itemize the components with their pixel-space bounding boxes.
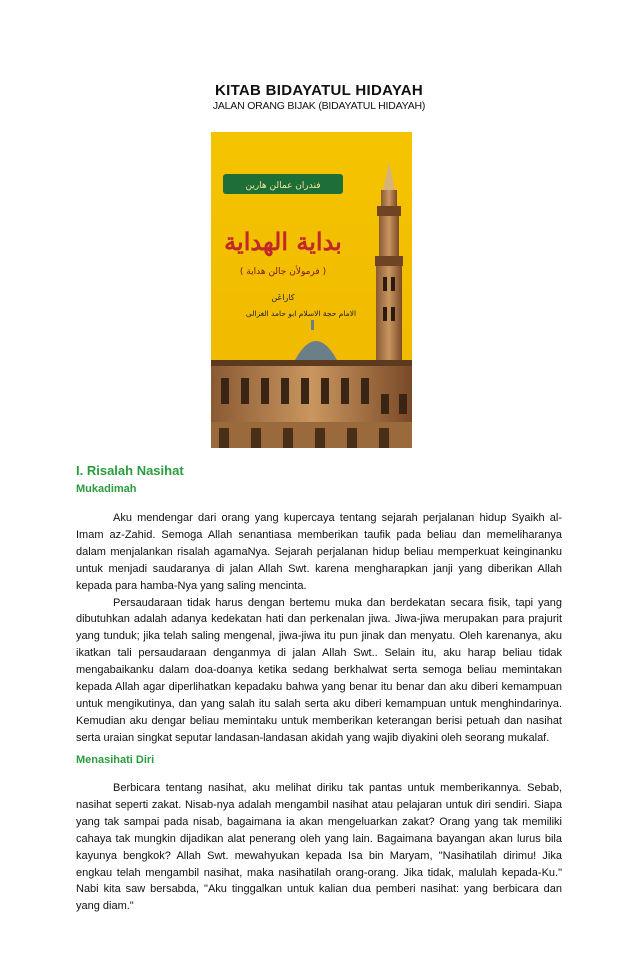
cover-banner-text: فندران عمالن هارين <box>245 181 321 191</box>
section-subheading: Mukadimah <box>76 483 137 495</box>
cover-sub-title: ( فرمولأن جالن هداية ) <box>239 267 327 277</box>
subsection-heading: Menasihati Diri <box>76 754 155 766</box>
paragraph: Aku mendengar dari orang yang kupercaya tentang sejarah perjalanan hidup Syaikh al-Imam az-Zahid. Semoga Allah senantiasa memberikan taufik pada beliau dan memeliharanya dalam menjalankan risalah agamaNya. Sejarah perjalanan hidup beliau memperkuat keinginanku untuk menjadi saudaranya di jalan Allah Swt. karena mengharapkan janji yang diberikan Allah kepada para hamba-Nya yang saling mencinta. <box>76 512 562 592</box>
book-cover-image <box>211 132 412 448</box>
cover-author-label: كاراڠن <box>271 293 295 302</box>
document-title: KITAB BIDAYATUL HIDAYAH <box>214 82 424 99</box>
mukadimah-text <box>76 510 562 747</box>
cover-main-title: بداية الهداية <box>224 227 342 256</box>
cover-author: الامام حجة الاسلام ابو حامد الغزالى <box>245 309 357 318</box>
paragraph: Persaudaraan tidak harus dengan bertemu muka dan berdekatan secara fisik, tapi yang dibutuhkan adalah adanya kedekatan hati dan perkenalan jiwa. Jiwa-jiwa merupakan para prajurit yang tunduk; jika telah saling mengenal, jiwa-jiwa itu pun jinak dan menyatu. Oleh karenanya, aku ikatkan tali persaudaraan denganmya di jalan Allah Swt.. Selain itu, aku harap beliau tidak mengabaikanku dalam doa-doanya ketika sedang berkhalwat serta semoga beliau memintakan kepada Allah agar diperlihatkan kepadaku bahwa yang benar itu benar dan aku diberi kemampuan untuk mengikutinya, dan yang salah itu salah serta aku diberi kemampuan untuk menghindarinya. Kemudian aku dengar beliau memintaku untuk memberikan keterangan berisi petuah dan nasihat serta uraian singkat seputar landasan-landasan akidah yang wajib diyakini oleh seorang mukalaf. <box>76 596 562 744</box>
document-subtitle: JALAN ORANG BIJAK (BIDAYATUL HIDAYAH) <box>212 100 426 112</box>
paragraph: Berbicara tentang nasihat, aku melihat diriku tak pantas untuk memberikannya. Sebab, nasihat seperti zakat. Nisab-nya adalah mengambil nasihat atau pelajaran untuk diri sendiri. Siapa yang tak sampai pada nisab, bagaimana ia akan mengeluarkan zakat? Orang yang tak memiliki cahaya tak mungkin dijadikan alat penerang oleh yang lain. Bagaimana bayangan akan lurus bila kayunya bengkok? Allah Swt. mewahyukan kepada Isa bin Maryam, "Nasihatilah dirimu! Jika engkau telah mengambil nasihat, maka nasihatilah orang-orang. Jika tidak, malulah kepada-Ku." Nabi kita saw bersabda, "Aku tinggalkan untuk kalian dua pemberi nasihat: yang berbicara dan yang diam." <box>76 782 562 913</box>
menasihati-diri-text <box>76 780 562 915</box>
section-heading: I. Risalah Nasihat <box>76 463 184 478</box>
